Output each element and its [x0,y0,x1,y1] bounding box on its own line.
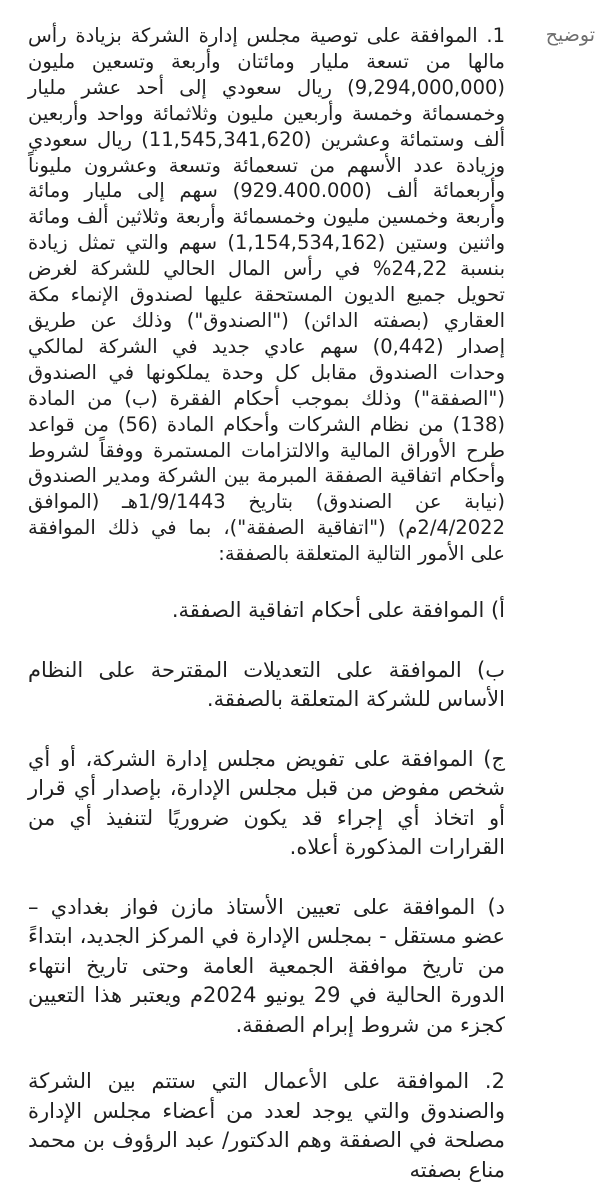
sub-item-d: د) الموافقة على تعيين الأستاذ مازن فواز بغدادي – عضو مستقل - بمجلس الإدارة في المركز الجديد، ابتداءً من تاريخ موافقة الجمعية العامة وحتى تاريخ انتهاء الدورة الحالية في 29 يونيو 2024م ويعتبر هذا التعيين كجزء من شروط إبرام الصفقة. [28,894,506,1037]
row-label: توضيح [545,24,595,46]
sub-item-c: ج) الموافقة على تفويض مجلس إدارة الشركة، أو أي شخص مفوض من قبل مجلس الإدارة، بإصدار أي قرار أو اتخاذ أي إجراء قد يكون ضروريًا لتنفيذ أي من القرارات المذكورة أعلاه. [28,746,505,860]
sub-item-b: ب) الموافقة على التعديلات المقترحة على النظام الأساس للشركة المتعلقة بالصفقة. [28,657,505,712]
sub-item-a: أ) الموافقة على أحكام اتفاقية الصفقة. [171,598,505,623]
item-2-text: 2. الموافقة على الأعمال التي ستتم بين الشركة والصندوق والتي يوجد لعدد من أعضاء مجلس الإدارة مصلحة في الصفقة وهم الدكتور/ عبد الرؤوف بن محمد مناع بصفته [28,1069,505,1182]
item-1-text: 1. الموافقة على توصية مجلس إدارة الشركة بزيادة رأس مالها من تسعة مليار ومائتان وأربعة وتسعين مليون (9,294,000,000) ريال سعودي إلى أحد عشر مليار وخمسمائة وخمسة وأربعين مليون وثلاثمائة وواحد وأربعين ألف وستمائة وعشرين (11,545,341,620) ريال سعودي وزيادة عدد الأسهم من تسعمائة وتسعة وعشرون مليوناً وأربعمائة ألف (929.400.000) سهم إلى مليار ومائة وأربعة وخمسين مليون وخمسمائة وأربعة وثلاثين ألف ومائة واثنين وستين (1,154,534,162) سهم والتي تمثل زيادة بنسبة 24,22% في رأس المال الحالي للشركة لغرض تحويل جميع الديون المستحقة عليها لصندوق الإنماء مكة العقاري (بصفته الدائن) ("الصندوق") وذلك عن طريق إصدار (0,442) سهم عادي جديد في الشركة لمالكي وحدات الصندوق مقابل كل وحدة يملكونها في الصندوق ("الصفقة") وذلك بموجب أحكام الفقرة (ب) من المادة (138) من نظام الشركات وأحكام المادة (56) من قواعد طرح الأوراق المالية والالتزامات المستمرة ووفقاً لشروط وأحكام اتفاقية الصفقة المبرمة بين الشركة ومدير الصندوق (نيابة عن الصندوق) بتاريخ 1/9/1443هـ (الموافق 2/4/2022م) ("اتفاقية الصفقة")، بما في ذلك الموافقة على الأمور التالية المتعلقة بالصفقة: [28,24,505,566]
